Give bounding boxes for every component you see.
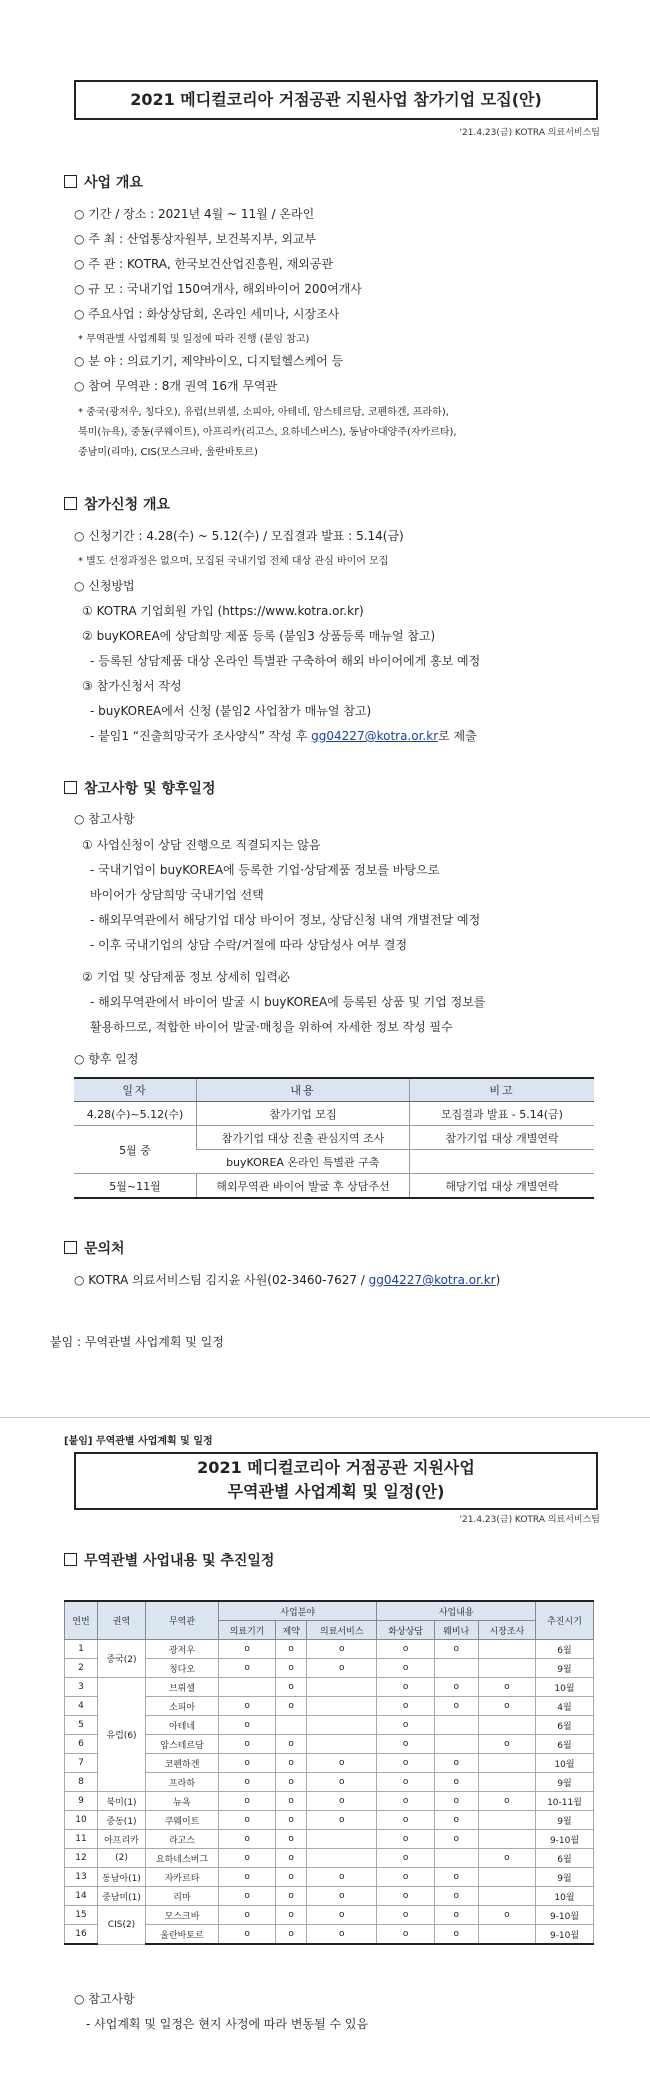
schedule-cell: 모집결과 발표 - 5.14(금) — [410, 1102, 595, 1126]
schedule-header: 일자 — [74, 1078, 197, 1102]
plan-cell — [276, 1716, 307, 1735]
plan-cell: 12 — [65, 1849, 98, 1868]
plan-cell: o — [307, 1640, 377, 1659]
plan-subheader: 화상상담 — [377, 1621, 434, 1640]
date-org: '21.4.23(금) KOTRA 의료서비스팀 — [459, 128, 600, 138]
plan-cell: o — [276, 1754, 307, 1773]
overview-line: ○ 주 관 : KOTRA, 한국보건산업진흥원, 재외공관 — [74, 257, 333, 271]
section-title: 참고사항 및 향후일정 — [84, 781, 216, 797]
table-row — [65, 1868, 594, 1887]
schedule-cell: 5월 중 — [74, 1126, 197, 1174]
plan-cell: o — [434, 1697, 478, 1716]
plan-cell — [307, 1830, 377, 1849]
plan-cell: 1 — [65, 1640, 98, 1659]
apply-line: ① KOTRA 기업회원 가입 (https://www.kotra.or.kr) — [82, 604, 364, 618]
section-contact-heading — [64, 1238, 125, 1258]
schedule-table — [74, 1077, 594, 1199]
square-bullet-icon — [64, 175, 77, 188]
overview-note: 중남미(리마), CIS(모스크바, 울란바토르) — [78, 447, 258, 458]
contact-line — [74, 1271, 500, 1288]
email-link[interactable]: gg04227@kotra.or.kr — [368, 1273, 496, 1287]
notes-line: ○ 참고사항 — [74, 812, 135, 826]
plan-cell: o — [434, 1811, 478, 1830]
plan-table — [64, 1600, 594, 1945]
plan-cell: 북미(1) — [98, 1792, 146, 1811]
plan-cell: o — [307, 1659, 377, 1678]
plan-cell: 뉴욕 — [146, 1792, 219, 1811]
plan-cell — [307, 1697, 377, 1716]
plan-cell: 코펜하겐 — [146, 1754, 219, 1773]
apply-note: * 별도 선정과정은 없으며, 모집된 국내기업 전체 대상 관심 바이어 모집 — [78, 556, 389, 567]
plan-cell: 9월 — [536, 1811, 594, 1830]
plan-header: 연번 — [65, 1601, 98, 1640]
plan-cell: o — [478, 1735, 535, 1754]
section-title: 문의처 — [84, 1241, 125, 1257]
plan-cell — [478, 1830, 535, 1849]
overview-line: ○ 주 최 : 산업통상자원부, 보건복지부, 외교부 — [74, 232, 317, 246]
section-plan-heading — [64, 1550, 274, 1570]
contact-suffix: ) — [495, 1273, 501, 1287]
notes-line: ② 기업 및 상담제품 정보 상세히 입력必 — [82, 970, 290, 984]
attachment-note: 붙임 : 무역관별 사업계획 및 일정 — [50, 1335, 224, 1349]
plan-cell: o — [434, 1640, 478, 1659]
table-row — [65, 1906, 594, 1925]
plan-cell: o — [307, 1906, 377, 1925]
plan-cell: 14 — [65, 1887, 98, 1906]
apply-line: ○ 신청기간 : 4.28(수) ~ 5.12(수) / 모집결과 발표 : 5.14(금) — [74, 529, 404, 543]
plan-cell: o — [434, 1678, 478, 1697]
apply-submit-suffix: 로 제출 — [438, 729, 477, 743]
plan-cell: 6월 — [536, 1716, 594, 1735]
plan-cell — [478, 1640, 535, 1659]
plan-header: 무역관 — [146, 1601, 219, 1640]
plan-cell: 9-10월 — [536, 1925, 594, 1945]
overview-line: ○ 기간 / 장소 : 2021년 4월 ~ 11월 / 온라인 — [74, 207, 315, 221]
plan-cell: o — [478, 1697, 535, 1716]
plan-cell: o — [307, 1811, 377, 1830]
plan-cell: (2) — [98, 1849, 146, 1868]
plan-cell: o — [434, 1773, 478, 1792]
schedule-cell: 해당기업 대상 개별연락 — [410, 1174, 595, 1199]
plan-cell — [307, 1678, 377, 1697]
plan-cell: o — [478, 1906, 535, 1925]
schedule-cell: 참가기업 대상 진출 관심지역 조사 — [197, 1126, 410, 1150]
plan-cell: 13 — [65, 1868, 98, 1887]
notes-line: - 이후 국내기업의 상담 수락/거절에 따라 상담성사 여부 결정 — [90, 938, 408, 952]
plan-subheader: 의료기기 — [219, 1621, 276, 1640]
plan-cell: 6월 — [536, 1849, 594, 1868]
plan-cell: 10월 — [536, 1887, 594, 1906]
table-row — [74, 1126, 594, 1150]
section-overview-heading — [64, 172, 143, 192]
plan-cell — [434, 1659, 478, 1678]
section-title: 사업 개요 — [84, 175, 143, 191]
overview-note: * 중국(광저우, 칭다오), 유럽(브뤼셀, 소피아, 아테네, 암스테르담, 코펜하겐, 프라하), — [78, 407, 449, 418]
plan-cell: 9-10월 — [536, 1830, 594, 1849]
plan-cell: 9-10월 — [536, 1906, 594, 1925]
plan-cell: 4 — [65, 1697, 98, 1716]
plan-table-body — [65, 1640, 594, 1945]
plan-cell: o — [434, 1830, 478, 1849]
plan-cell: o — [276, 1697, 307, 1716]
plan-cell: 광저우 — [146, 1640, 219, 1659]
table-row — [65, 1792, 594, 1811]
overview-line: ○ 분 야 : 의료기기, 제약바이오, 디지털헬스케어 등 — [74, 354, 344, 368]
plan-cell: o — [219, 1811, 276, 1830]
plan-cell: o — [377, 1735, 434, 1754]
plan-cell — [478, 1754, 535, 1773]
schedule-cell: buyKOREA 온라인 특별관 구축 — [197, 1150, 410, 1174]
plan-cell: o — [219, 1792, 276, 1811]
plan-cell — [478, 1811, 535, 1830]
plan-cell: o — [276, 1659, 307, 1678]
attachment-title-line: 2021 메디컬코리아 거점공관 지원사업 — [197, 1458, 475, 1477]
plan-cell: o — [219, 1716, 276, 1735]
plan-cell: o — [307, 1792, 377, 1811]
attachment-tag: [붙임] 무역관별 사업계획 및 일정 — [64, 1436, 213, 1447]
plan-cell: 중남미(1) — [98, 1887, 146, 1906]
section-title: 무역관별 사업내용 및 추진일정 — [84, 1553, 275, 1569]
plan-cell: o — [377, 1925, 434, 1945]
notes-line: 활용하므로, 적합한 바이어 발굴·매칭을 위하여 자세한 정보 작성 필수 — [90, 1020, 453, 1034]
plan-cell: 5 — [65, 1716, 98, 1735]
apply-line: ○ 신청방법 — [74, 579, 135, 593]
notes-line: ○ 향후 일정 — [74, 1052, 139, 1066]
footer-line: - 사업계획 및 일정은 현지 사정에 따라 변동될 수 있음 — [86, 2017, 369, 2031]
plan-cell: o — [219, 1830, 276, 1849]
plan-cell: 아프리카 — [98, 1830, 146, 1849]
apply-submit-text: - 붙임1 “진출희망국가 조사양식” 작성 후 — [90, 729, 312, 743]
section-apply-heading — [64, 494, 170, 514]
plan-cell: o — [377, 1887, 434, 1906]
plan-cell: o — [377, 1640, 434, 1659]
overview-line: ○ 주요사업 : 화상상담회, 온라인 세미나, 시장조사 — [74, 307, 340, 321]
notes-line: ① 사업신청이 상담 진행으로 직결되지는 않음 — [82, 838, 321, 852]
overview-line: ○ 참여 무역관 : 8개 권역 16개 무역관 — [74, 379, 278, 393]
apply-line: - 등록된 상담제품 대상 온라인 특별관 구축하여 해외 바이어에게 홍보 예정 — [90, 654, 481, 668]
plan-cell: 11 — [65, 1830, 98, 1849]
notes-line: - 국내기업이 buyKOREA에 등록한 기업·상담제품 정보를 바탕으로 — [90, 863, 440, 877]
plan-cell: 9월 — [536, 1773, 594, 1792]
apply-line: ③ 참가신청서 작성 — [82, 679, 182, 693]
table-row — [74, 1174, 594, 1199]
plan-cell — [434, 1716, 478, 1735]
plan-cell: o — [219, 1773, 276, 1792]
plan-cell: 10-11월 — [536, 1792, 594, 1811]
table-row — [65, 1830, 594, 1849]
table-row — [65, 1849, 594, 1868]
plan-cell: o — [434, 1906, 478, 1925]
plan-cell: o — [377, 1906, 434, 1925]
plan-cell — [478, 1887, 535, 1906]
plan-cell: o — [377, 1792, 434, 1811]
plan-cell: o — [219, 1697, 276, 1716]
plan-cell: 동남아(1) — [98, 1868, 146, 1887]
plan-cell: o — [276, 1678, 307, 1697]
plan-header: 사업내용 — [377, 1601, 536, 1621]
notes-line: 바이어가 상담희망 국내기업 선택 — [90, 888, 264, 902]
schedule-header: 비고 — [410, 1078, 595, 1102]
schedule-cell — [410, 1150, 595, 1174]
footer-line: ○ 참고사항 — [74, 1992, 135, 2006]
plan-cell: 소피아 — [146, 1697, 219, 1716]
plan-header: 추진시기 — [536, 1601, 594, 1640]
plan-subheader: 시장조사 — [478, 1621, 535, 1640]
plan-cell: o — [377, 1716, 434, 1735]
plan-cell: 아테네 — [146, 1716, 219, 1735]
plan-cell: 암스테르담 — [146, 1735, 219, 1754]
plan-cell: 쿠웨이트 — [146, 1811, 219, 1830]
plan-cell — [434, 1735, 478, 1754]
schedule-header: 내용 — [197, 1078, 410, 1102]
plan-cell: o — [377, 1773, 434, 1792]
plan-cell: o — [219, 1754, 276, 1773]
plan-cell: o — [434, 1925, 478, 1945]
plan-cell: 2 — [65, 1659, 98, 1678]
plan-cell: o — [478, 1849, 535, 1868]
plan-header: 사업분야 — [219, 1601, 377, 1621]
plan-cell — [307, 1735, 377, 1754]
plan-cell — [307, 1849, 377, 1868]
plan-cell — [219, 1678, 276, 1697]
plan-cell: o — [307, 1754, 377, 1773]
schedule-cell: 해외무역관 바이어 발굴 후 상담주선 — [197, 1174, 410, 1199]
schedule-cell: 5월~11월 — [74, 1174, 197, 1199]
plan-cell — [478, 1868, 535, 1887]
table-row — [74, 1102, 594, 1126]
apply-line: - buyKOREA에서 신청 (붙임2 사업참가 매뉴얼 참고) — [90, 704, 372, 718]
plan-cell: 중국(2) — [98, 1640, 146, 1678]
plan-cell: 중동(1) — [98, 1811, 146, 1830]
plan-cell — [434, 1849, 478, 1868]
plan-cell: 브뤼셀 — [146, 1678, 219, 1697]
table-row — [65, 1678, 594, 1697]
plan-cell: 6월 — [536, 1640, 594, 1659]
plan-cell: o — [219, 1640, 276, 1659]
section-notes-heading — [64, 778, 215, 798]
plan-cell: 자카르타 — [146, 1868, 219, 1887]
plan-subheader: 의료서비스 — [307, 1621, 377, 1640]
plan-cell: 울란바토르 — [146, 1925, 219, 1945]
email-link[interactable]: gg04227@kotra.or.kr — [311, 729, 439, 743]
plan-cell: 9 — [65, 1792, 98, 1811]
plan-cell: o — [307, 1925, 377, 1945]
plan-cell: o — [434, 1887, 478, 1906]
plan-cell: 리마 — [146, 1887, 219, 1906]
plan-cell: o — [219, 1925, 276, 1945]
plan-cell: 칭다오 — [146, 1659, 219, 1678]
plan-cell: 요하네스버그 — [146, 1849, 219, 1868]
plan-cell: 16 — [65, 1925, 98, 1945]
plan-cell: o — [219, 1735, 276, 1754]
square-bullet-icon — [64, 1553, 77, 1566]
plan-cell: 9월 — [536, 1659, 594, 1678]
notes-line: - 해외무역관에서 바이어 발굴 시 buyKOREA에 등록된 상품 및 기업 정보를 — [90, 995, 486, 1009]
plan-cell — [478, 1716, 535, 1735]
plan-cell — [307, 1716, 377, 1735]
plan-cell: 모스크바 — [146, 1906, 219, 1925]
plan-cell: o — [276, 1906, 307, 1925]
apply-submit-line — [90, 727, 477, 744]
plan-cell: o — [276, 1868, 307, 1887]
plan-cell: 8 — [65, 1773, 98, 1792]
overview-note: 북미(뉴욕), 중동(쿠웨이트), 아프리카(리고스, 요하네스버스), 동남아대양주(자카르타), — [78, 427, 457, 438]
square-bullet-icon — [64, 781, 77, 794]
plan-cell — [478, 1773, 535, 1792]
square-bullet-icon — [64, 497, 77, 510]
attachment-title — [74, 1452, 598, 1510]
plan-cell: 유럽(6) — [98, 1678, 146, 1792]
plan-cell: o — [276, 1773, 307, 1792]
plan-cell: o — [219, 1906, 276, 1925]
schedule-cell: 참가기업 대상 개별연락 — [410, 1126, 595, 1150]
square-bullet-icon — [64, 1241, 77, 1254]
section-title: 참가신청 개요 — [84, 497, 171, 513]
plan-subheader: 웨비나 — [434, 1621, 478, 1640]
plan-cell: 3 — [65, 1678, 98, 1697]
plan-cell: 9월 — [536, 1868, 594, 1887]
table-row — [65, 1811, 594, 1830]
plan-cell: o — [377, 1868, 434, 1887]
plan-cell: 7 — [65, 1754, 98, 1773]
table-row — [65, 1887, 594, 1906]
schedule-cell: 4.28(수)~5.12(수) — [74, 1102, 197, 1126]
plan-cell: o — [276, 1887, 307, 1906]
plan-cell: 4월 — [536, 1697, 594, 1716]
plan-cell: o — [276, 1830, 307, 1849]
plan-cell: o — [377, 1659, 434, 1678]
apply-line: ② buyKOREA에 상담희망 제품 등록 (붙임3 상품등록 매뉴얼 참고) — [82, 629, 436, 643]
plan-cell: CIS(2) — [98, 1906, 146, 1945]
plan-cell: 10월 — [536, 1678, 594, 1697]
plan-cell: o — [434, 1792, 478, 1811]
plan-cell: 6 — [65, 1735, 98, 1754]
plan-cell: o — [276, 1792, 307, 1811]
plan-cell: o — [377, 1754, 434, 1773]
plan-cell: o — [307, 1868, 377, 1887]
attachment-title-line: 무역관별 사업계획 및 일정(안) — [227, 1482, 445, 1501]
plan-cell: o — [219, 1659, 276, 1678]
plan-cell: o — [276, 1925, 307, 1945]
plan-cell: o — [219, 1887, 276, 1906]
plan-cell: o — [276, 1735, 307, 1754]
plan-cell: o — [276, 1849, 307, 1868]
plan-cell: o — [377, 1849, 434, 1868]
plan-cell: o — [276, 1640, 307, 1659]
plan-cell: o — [434, 1868, 478, 1887]
overview-line: ○ 규 모 : 국내기업 150여개사, 해외바이어 200여개사 — [74, 282, 362, 296]
plan-cell: o — [377, 1697, 434, 1716]
plan-cell: o — [219, 1849, 276, 1868]
schedule-cell: 참가기업 모집 — [197, 1102, 410, 1126]
contact-text: ○ KOTRA 의료서비스팀 김지윤 사원(02-3460-7627 / — [74, 1273, 369, 1287]
plan-header: 권역 — [98, 1601, 146, 1640]
plan-cell: 라고스 — [146, 1830, 219, 1849]
plan-cell: 프라하 — [146, 1773, 219, 1792]
plan-cell: o — [219, 1868, 276, 1887]
plan-cell: o — [377, 1830, 434, 1849]
plan-subheader: 제약 — [276, 1621, 307, 1640]
plan-cell: o — [478, 1792, 535, 1811]
plan-cell: o — [377, 1811, 434, 1830]
plan-cell: o — [307, 1887, 377, 1906]
plan-cell — [478, 1659, 535, 1678]
plan-cell: 10 — [65, 1811, 98, 1830]
plan-cell: o — [276, 1811, 307, 1830]
table-row — [65, 1640, 594, 1659]
plan-cell: o — [478, 1678, 535, 1697]
overview-note: * 무역관별 사업계획 및 일정에 따라 진행 (붙임 참고) — [78, 334, 310, 345]
plan-cell — [478, 1925, 535, 1945]
notes-line: - 해외무역관에서 해당기업 대상 바이어 정보, 상담신청 내역 개별전달 예정 — [90, 913, 481, 927]
page-title: 2021 메디컬코리아 거점공관 지원사업 참가기업 모집(안) — [74, 80, 598, 120]
plan-cell: 10월 — [536, 1754, 594, 1773]
page-divider — [0, 1417, 650, 1418]
plan-cell: 15 — [65, 1906, 98, 1925]
plan-cell: o — [307, 1773, 377, 1792]
plan-cell: 6월 — [536, 1735, 594, 1754]
plan-cell: o — [377, 1678, 434, 1697]
plan-cell: o — [434, 1754, 478, 1773]
date-org: '21.4.23(금) KOTRA 의료서비스팀 — [459, 1515, 600, 1525]
